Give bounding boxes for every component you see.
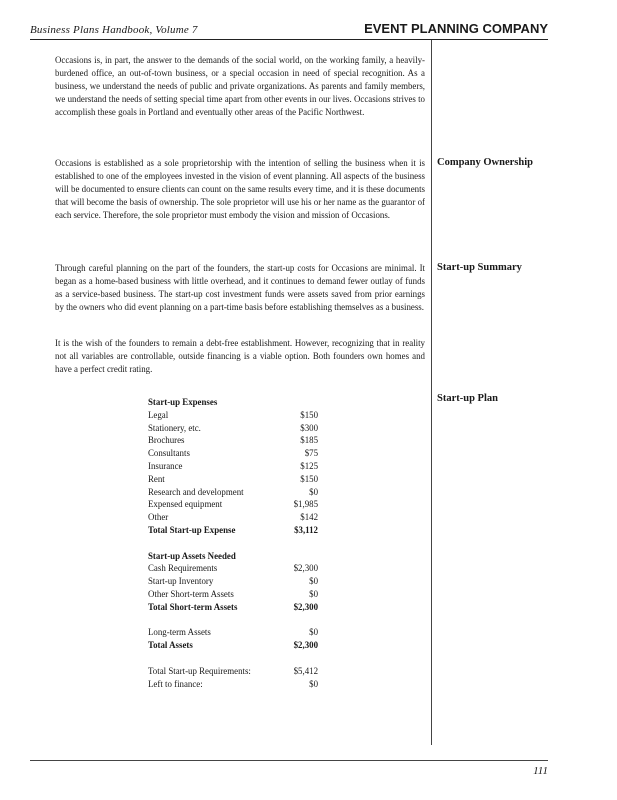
section-title: EVENT PLANNING COMPANY — [364, 21, 548, 36]
startup-plan-heading: Start-up Plan — [437, 393, 498, 404]
table-row: Other Short-term Assets $0 — [148, 588, 318, 599]
table-row: Consultants $75 — [148, 448, 318, 459]
table-row: Expensed equipment $1,985 — [148, 499, 318, 510]
left-to-finance-row: Left to finance: $0 — [148, 678, 318, 689]
intro-paragraph: Occasions is, in part, the answer to the demands of the social world, on the working family, a heavily-burdened office, an out-of-town business, or a special occasion in need of special recognition. As a business, we understand the needs of public and private organizations. As parents and family members, we understand the needs of setting special time apart from other events in our lives. Occasions strives to accomplish these goals in Portland and eventually other areas of the Pacific Northwest. — [55, 55, 425, 117]
startup-summary-heading: Start-up Summary — [437, 262, 522, 273]
footer-rule — [30, 760, 548, 761]
table-row: Stationery, etc. $300 — [148, 422, 318, 433]
table-row: Legal $150 — [148, 409, 318, 420]
assets-heading: Start-up Assets Needed — [148, 550, 236, 561]
table-row: Other $142 — [148, 512, 318, 523]
table-row: Insurance $125 — [148, 460, 318, 471]
company-ownership-heading: Company Ownership — [437, 157, 533, 168]
table-row: Research and development $0 — [148, 486, 318, 497]
expenses-heading: Start-up Expenses — [148, 397, 218, 407]
margin-divider — [431, 40, 432, 745]
header-rule — [30, 39, 548, 40]
table-row: Brochures $185 — [148, 435, 318, 446]
table-row: Cash Requirements $2,300 — [148, 563, 318, 574]
total-requirements-row: Total Start-up Requirements: $5,412 — [148, 665, 318, 676]
expense-total-row: Total Start-up Expense $3,112 — [148, 524, 318, 535]
startup-summary-paragraph-2: It is the wish of the founders to remain a debt-free establishment. However, recognizing that in reality not all variables are controllable, outside financing is a viable option. Both founders own homes and have a perfect credit rating. — [55, 338, 425, 374]
total-assets-row: Total Assets $2,300 — [148, 640, 318, 651]
startup-summary-paragraph-1: Through careful planning on the part of the founders, the start-up costs for Occasions are minimal. It began as a home-based business with little overhead, and it continues to demand fewer outlay of funds as a service-based business. The start-up cost investment funds were assets saved from prior earnings by the owners who did event planning on a part-time basis before establishing themselves as a business. — [55, 263, 425, 312]
table-row: Rent $150 — [148, 473, 318, 484]
book-title: Business Plans Handbook, Volume 7 — [30, 24, 198, 36]
long-term-assets-row: Long-term Assets $0 — [148, 627, 318, 638]
ownership-paragraph: Occasions is established as a sole proprietorship with the intention of selling the business when it is established to one of the employees invested in the vision of event planning. All aspects of the business will be documented to ensure clients can count on the same results every time, and it is these documents that will become the basis of ownership. The sole proprietor will use his or her name as the guarantor of each service. Therefore, the sole proprietor must embody the vision and mission of Occasions. — [55, 158, 425, 220]
short-term-total-row: Total Short-term Assets $2,300 — [148, 601, 318, 612]
page-header — [30, 21, 548, 39]
page-number: 111 — [533, 765, 548, 777]
startup-table — [148, 396, 318, 690]
table-row: Start-up Inventory $0 — [148, 576, 318, 587]
